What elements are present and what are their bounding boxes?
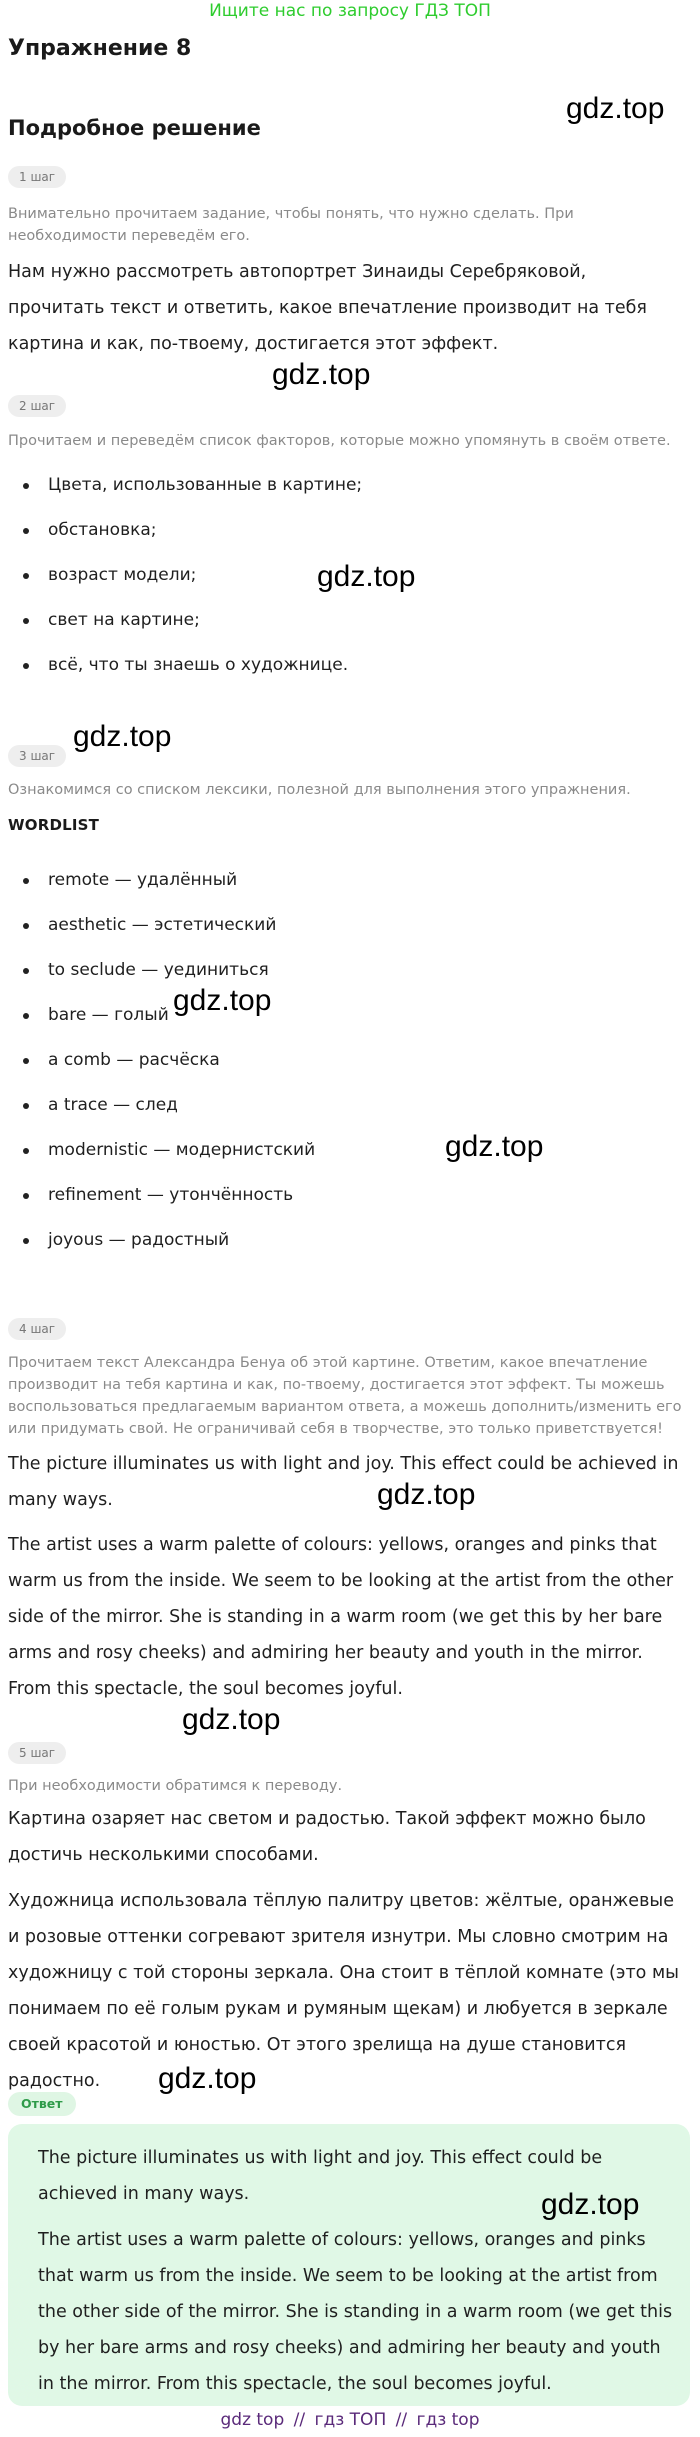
section-title: Подробное решение — [8, 116, 261, 140]
footer-link-gdz-top-lower[interactable]: гдз top — [416, 2410, 480, 2430]
list-item: свет на картине; — [26, 608, 200, 632]
answer-box — [8, 2124, 690, 2406]
answer-paragraph-1: The picture illuminates us with light and joy. This effect could be achieved in many ways. — [38, 2148, 603, 2204]
watermark: gdz.top — [445, 1130, 544, 1163]
watermark: gdz.top — [272, 358, 371, 391]
list-item: всё, что ты знаешь о художнице. — [26, 653, 348, 677]
footer-separator: // — [395, 2410, 408, 2430]
watermark: gdz.top — [317, 560, 416, 593]
step-badge-3: 3 шаг — [8, 745, 66, 767]
list-item: Цвета, использованные в картине; — [26, 473, 362, 497]
list-item: возраст модели; — [26, 563, 196, 587]
step4-paragraph-1: The picture illuminates us with light and joy. This effect could be achieved in many ways. — [8, 1454, 679, 1510]
list-item: refinement — утончённость — [26, 1183, 293, 1207]
list-item: a comb — расчёска — [26, 1048, 220, 1072]
watermark: gdz.top — [173, 984, 272, 1017]
watermark: gdz.top — [377, 1478, 476, 1511]
list-item: joyous — радостный — [26, 1228, 229, 1252]
step1-text: Нам нужно рассмотреть автопортрет Зинаиды Серебряковой, прочитать текст и ответить, какое впечатление производит на тебя картина и как, по-твоему, достигается этот эффект. — [8, 262, 647, 354]
step-badge-2: 2 шаг — [8, 395, 66, 417]
footer-links — [0, 2410, 700, 2430]
step-badge-5: 5 шаг — [8, 1742, 66, 1764]
top-banner[interactable]: Ищите нас по запросу ГДЗ ТОП — [209, 1, 491, 21]
step5-paragraph-1: Картина озаряет нас светом и радостью. Такой эффект можно было достичь несколькими способами. — [8, 1809, 646, 1865]
list-item: обстановка; — [26, 518, 157, 542]
watermark: gdz.top — [158, 2062, 257, 2095]
step4-hint: Прочитаем текст Александра Бенуа об этой картине. Ответим, какое впечатление производит на тебя картина и как, по-твоему, достигается этот эффект. Ты можешь воспользоваться предлагаемым вариантом ответа, а можешь дополнить/изменить его или придумать свой. Не ограничивай себя в творчестве, это только приветствуется! — [8, 1355, 682, 1437]
step2-hint: Прочитаем и переведём список факторов, которые можно упомянуть в своём ответе. — [8, 433, 671, 449]
list-item: modernistic — модернистский — [26, 1138, 315, 1162]
list-item: aesthetic — эстетический — [26, 913, 276, 937]
footer-separator: // — [293, 2410, 306, 2430]
step5-paragraph-2: Художница использовала тёплую палитру цветов: жёлтые, оранжевые и розовые оттенки согревают зрителя изнутри. Мы словно смотрим на художницу с той стороны зеркала. Она стоит в тёплой комнате (это мы понимаем по её голым рукам и румяным щекам) и любуется в зеркале своей красотой и юностью. От этого зрелища на душе становится радостно. — [8, 1891, 679, 2091]
watermark: gdz.top — [566, 92, 665, 125]
step4-paragraph-2: The artist uses a warm palette of colours: yellows, oranges and pinks that warm us from the inside. We seem to be looking at the artist from the other side of the mirror. She is standing in a warm room (we get this by her bare arms and rosy cheeks) and admiring her beauty and youth in the mirror. From this spectacle, the soul becomes joyful. — [8, 1535, 674, 1699]
step-badge-1: 1 шаг — [8, 166, 66, 188]
list-item: bare — голый — [26, 1003, 169, 1027]
answer-paragraph-2: The artist uses a warm palette of colours: yellows, oranges and pinks that warm us from the inside. We seem to be looking at the artist from the other side of the mirror. She is standing in a warm room (we get this by her bare arms and rosy cheeks) and admiring her beauty and youth in the mirror. From this spectacle, the soul becomes joyful. — [38, 2230, 673, 2394]
watermark: gdz.top — [541, 2188, 640, 2221]
step1-hint: Внимательно прочитаем задание, чтобы понять, что нужно сделать. При необходимости переведём его. — [8, 206, 574, 244]
watermark: gdz.top — [73, 720, 172, 753]
list-item: a trace — след — [26, 1093, 178, 1117]
footer-link-gdz-top-ru[interactable]: гдз ТОП — [314, 2410, 387, 2430]
step3-hint: Ознакомимся со списком лексики, полезной для выполнения этого упражнения. — [8, 782, 631, 798]
watermark: gdz.top — [182, 1703, 281, 1736]
wordlist-title: WORDLIST — [8, 816, 100, 834]
footer-link-gdz-top[interactable]: gdz top — [220, 2410, 285, 2430]
list-item: to seclude — уединиться — [26, 958, 269, 982]
page-title: Упражнение 8 — [8, 36, 192, 61]
step5-hint: При необходимости обратимся к переводу. — [8, 1778, 343, 1794]
list-item: remote — удалённый — [26, 868, 237, 892]
answer-badge: Ответ — [8, 2092, 76, 2116]
step-badge-4: 4 шаг — [8, 1318, 66, 1340]
